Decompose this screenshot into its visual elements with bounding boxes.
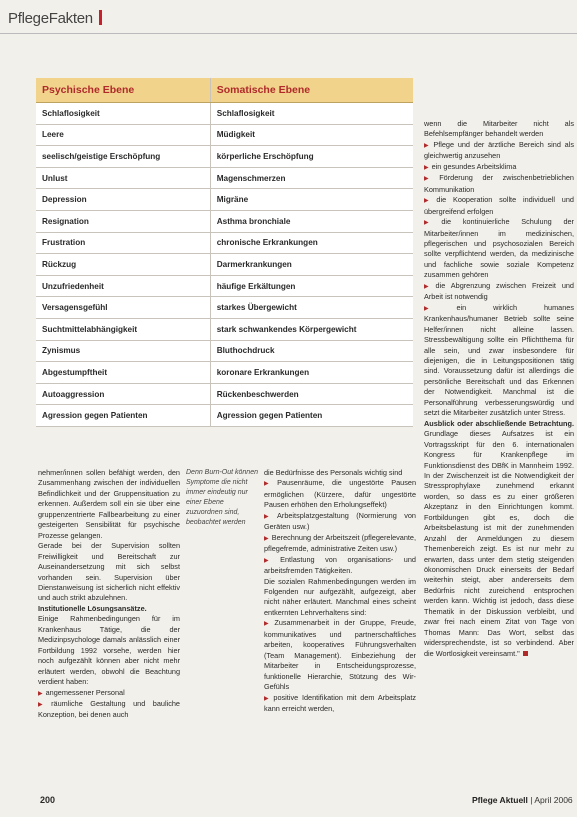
bullet-item [264, 693, 416, 715]
cell-somatisch: Migräne [210, 189, 413, 211]
cell-somatisch: Darmerkrankungen [210, 254, 413, 276]
table-row [36, 254, 413, 276]
triangle-icon: ▶ [424, 164, 429, 171]
bullet-item [38, 688, 180, 699]
cell-psychisch: Versagensgefühl [36, 297, 210, 319]
accent-bar [99, 10, 102, 25]
bullet-item [424, 140, 574, 162]
triangle-icon: ▶ [264, 621, 272, 628]
bullet-item [424, 281, 574, 303]
cell-psychisch: Unlust [36, 167, 210, 189]
triangle-icon: ▶ [264, 535, 269, 542]
table-row [36, 362, 413, 384]
triangle-icon: ▶ [424, 220, 439, 227]
middle-column [264, 468, 416, 714]
bullet-text: Entlastung von organisations- und arbeitsfremden Tätigkeiten. [264, 554, 416, 576]
paragraph: die Bedürfnisse des Personals wichtig sind [264, 468, 403, 477]
cell-psychisch: Autoaggression [36, 383, 210, 405]
cell-somatisch: Rückenbeschwerden [210, 383, 413, 405]
cell-psychisch: Agression gegen Patienten [36, 405, 210, 427]
cell-somatisch: Asthma bronchiale [210, 210, 413, 232]
section-title: PflegeFakten [8, 10, 93, 27]
table-row [36, 405, 413, 427]
bullet-item [264, 555, 416, 577]
paragraph: Einige Rahmenbedingungen für im Krankenhaus Tätige, die der Medizinpsychologe damals anlässlich einer Fortbildung 1992 vorsehe, werden hier noch aufgezählt können aber nicht mehr erläutert werden, obwohl die Beachtung verdient haben: [38, 614, 180, 687]
bullet-text: Berechnung der Arbeitszeit (pflegerelevante, pflegefremde, administrative Zeiten usw.) [264, 532, 416, 554]
bullet-text: Zusammenarbeit in der Gruppe, Freude, kommunikatives und partnerschaftliches arbeiten, kooperatives Führungsverhalten (Team Management). Einbeziehung der Mitarbeiter in Entscheidungsprozesse, funktionelle Hierarchie, Stützung des Wir-Gefühls [264, 618, 416, 692]
cell-somatisch: stark schwankendes Körpergewicht [210, 318, 413, 340]
triangle-icon: ▶ [264, 513, 275, 520]
cell-somatisch: Agression gegen Patienten [210, 405, 413, 427]
cell-psychisch: Depression [36, 189, 210, 211]
cell-somatisch: Bluthochdruck [210, 340, 413, 362]
table-row [36, 318, 413, 340]
triangle-icon: ▶ [424, 142, 431, 149]
right-column [424, 119, 574, 659]
cell-somatisch: häufige Erkältungen [210, 275, 413, 297]
table-row [36, 124, 413, 146]
bullet-item [424, 173, 574, 195]
left-column [38, 468, 180, 721]
bullet-text: die Kooperation sollte individuell und übergreifend erfolgen [424, 195, 574, 216]
table-row [36, 189, 413, 211]
triangle-icon: ▶ [424, 198, 434, 205]
table-row [36, 275, 413, 297]
subheading: Institutionelle Lösungsansätze. [38, 603, 147, 613]
triangle-icon: ▶ [38, 690, 43, 697]
bullet-item [264, 511, 416, 533]
cell-psychisch: Suchtmittelabhängigkeit [36, 318, 210, 340]
cell-psychisch: Rückzug [36, 254, 210, 276]
table-row [36, 103, 413, 125]
cell-psychisch: Resignation [36, 210, 210, 232]
cell-somatisch: koronare Erkrankungen [210, 362, 413, 384]
journal-footer: Pflege Aktuell | April 2006 [472, 795, 573, 805]
table-row [36, 340, 413, 362]
paragraph: wenn die Mitarbeiter nicht als Befehlsempfänger behandelt werden [424, 119, 574, 139]
triangle-icon: ▶ [424, 283, 433, 290]
header-rule [0, 33, 577, 34]
col-header-somatisch: Somatische Ebene [210, 78, 413, 103]
cell-psychisch: Unzufriedenheit [36, 275, 210, 297]
paragraph [424, 419, 574, 659]
cell-somatisch: Schlaflosigkeit [210, 103, 413, 125]
bullet-text: die kontinuierliche Schulung der Mitarbeiter/innen im medizinischen, pflegerischen und psychosozialen Bereich sollte verpflichtend werden, da medizinische und fachliche sowie soziale Kompetenz zusammen gehören [424, 217, 574, 280]
table-row [36, 167, 413, 189]
bullet-text: Pausenräume, die ungestörte Pausen ermöglichen (Kürzere, dafür ungestörte Pausen erhöhen den Erholungseffekt) [264, 478, 416, 510]
cell-somatisch: körperliche Erschöpfung [210, 146, 413, 168]
table-row [36, 146, 413, 168]
bullet-text: Arbeitsplatzgestaltung (Normierung von Geräten usw.) [264, 510, 416, 532]
page-number: 200 [40, 795, 56, 805]
section-header [8, 10, 102, 27]
bullet-item [424, 195, 574, 217]
table-row [36, 383, 413, 405]
triangle-icon: ▶ [38, 701, 49, 708]
paragraph: Die sozialen Rahmenbedingungen werden im Folgenden nur aufgezählt, aufgezeigt, aber nicht näher erläutert. Manchmal eines scheint entkernten Lehrverhaltens sind: [264, 576, 416, 617]
cell-psychisch: Leere [36, 124, 210, 146]
col-header-psychisch: Psychische Ebene [36, 78, 210, 103]
bullet-text: Pflege und der ärztliche Bereich sind als gleichwertig anzusehen [424, 139, 574, 161]
bullet-text: positive Identifikation mit dem Arbeitsplatz kann erreicht werden, [264, 692, 416, 713]
triangle-icon: ▶ [264, 481, 275, 488]
bullet-text: ein wirklich humanes Krankenhaus/humaner Betrieb sollte seine Helfer/innen nicht alleine lassen. Stressbewältigung sollte ein Pflichtthema für alle sein, und zwar insbesondere für diejenigen, die in Leitungspositionen tätig sind. Voraussetzung dafür ist allerdings die persönliche Bereitschaft und das Erkennen der Notwendigkeit. Manchmal ist die Personalführung verbesserungswürdig und setzt die Mitarbeiter zusätzlich unter Stress. [424, 302, 574, 418]
bullet-text: angemessener Personal [45, 687, 125, 697]
cell-psychisch: Abgestumpftheit [36, 362, 210, 384]
cell-somatisch: Müdigkeit [210, 124, 413, 146]
paragraph: nehmer/innen sollen befähigt werden, den Zusammenhang zwischen der individuellen Befindlichkeit und der Gruppensituation zu erkennen. Außerdem soll ein sie über eine gruppenzentrierte Fallbearbeitung zu einer gesteigerten Sensibilität für psychische Prozesse gelangen. [38, 468, 180, 540]
cell-psychisch: Zynismus [36, 340, 210, 362]
table-row [36, 297, 413, 319]
table-row [36, 232, 413, 254]
bullet-text: ein gesundes Arbeitsklima [431, 161, 517, 171]
triangle-icon: ▶ [424, 305, 454, 312]
cell-somatisch: starkes Übergewicht [210, 297, 413, 319]
cell-psychisch: seelisch/geistige Erschöpfung [36, 146, 210, 168]
triangle-icon: ▶ [264, 695, 271, 702]
cell-somatisch: Magenschmerzen [210, 167, 413, 189]
journal-issue: April 2006 [534, 795, 573, 805]
bullet-item [38, 699, 180, 721]
bullet-text: die Abgrenzung zwischen Freizeit und Arbeit ist notwendig [424, 280, 574, 302]
bullet-item [264, 478, 416, 510]
paragraph-text: Grundlage dieses Aufsatzes ist ein Vortragsskript für den 6. internationalen Kongress für Krankenpflege im Funktionsdienst des DBfK in Mannheim 1992. In der Zwischenzeit ist die Notwendigkeit der Stressprophylaxe zunehmend erkannt worden, so dass es zu einer größeren Akzeptanz in den Einrichtungen kommt. Fortbildungen gibt es, doch die Arbeitsbelastung ist mit der zunehmenden Anzahl der Anmeldungen zu diesem Themenbereich zeigt. Es ist nur mehr zu erwarten, dass unter dem stetig steigenden ökonomischen Druck einerseits der Bedarf weiterhin steigt, aber andererseits dem Bedürfnis nicht zureichend entsprochen werden kann. Wichtig ist jedoch, dass diese Thematik in der Diskussion verbleibt, und zwar frei nach einem Zitat von Tage von Thomas Mann: Das Wort, selbst das widersprechendste, ist so verbindend. Aber die Wortlosigkeit vereinsamt." [424, 429, 574, 658]
triangle-icon: ▶ [424, 176, 437, 183]
bullet-item [424, 217, 574, 281]
end-mark-icon [523, 651, 528, 656]
paragraph: Gerade bei der Supervision sollten Freiwilligkeit und Bereitschaft zur Auseinandersetzung mit sich selbst vorhanden sein. Supervision über Dienstanweisung ist sicherlich nicht effektiv und auch strikt abzulehnen. [38, 541, 180, 603]
bullet-item [424, 162, 574, 173]
cell-psychisch: Schlaflosigkeit [36, 103, 210, 125]
table-body [36, 103, 413, 427]
pull-quote: Denn Burn-Out können Symptome die nicht immer eindeutig nur einer Ebene zuzuordnen sind, beobachtet werden [186, 469, 258, 526]
bullet-item [264, 618, 416, 692]
bullet-item [424, 303, 574, 419]
cell-psychisch: Frustration [36, 232, 210, 254]
cell-somatisch: chronische Erkrankungen [210, 232, 413, 254]
bullet-text: Förderung der zwischenbetrieblichen Kommunikation [424, 173, 574, 194]
symptom-table [36, 78, 413, 427]
subheading: Ausblick oder abschließende Betrachtung. [424, 418, 574, 428]
table-row [36, 210, 413, 232]
triangle-icon: ▶ [264, 557, 278, 564]
bullet-text: räumliche Gestaltung und bauliche Konzeption, bei denen auch [38, 698, 180, 720]
journal-name: Pflege Aktuell [472, 795, 528, 805]
bullet-item [264, 533, 416, 555]
